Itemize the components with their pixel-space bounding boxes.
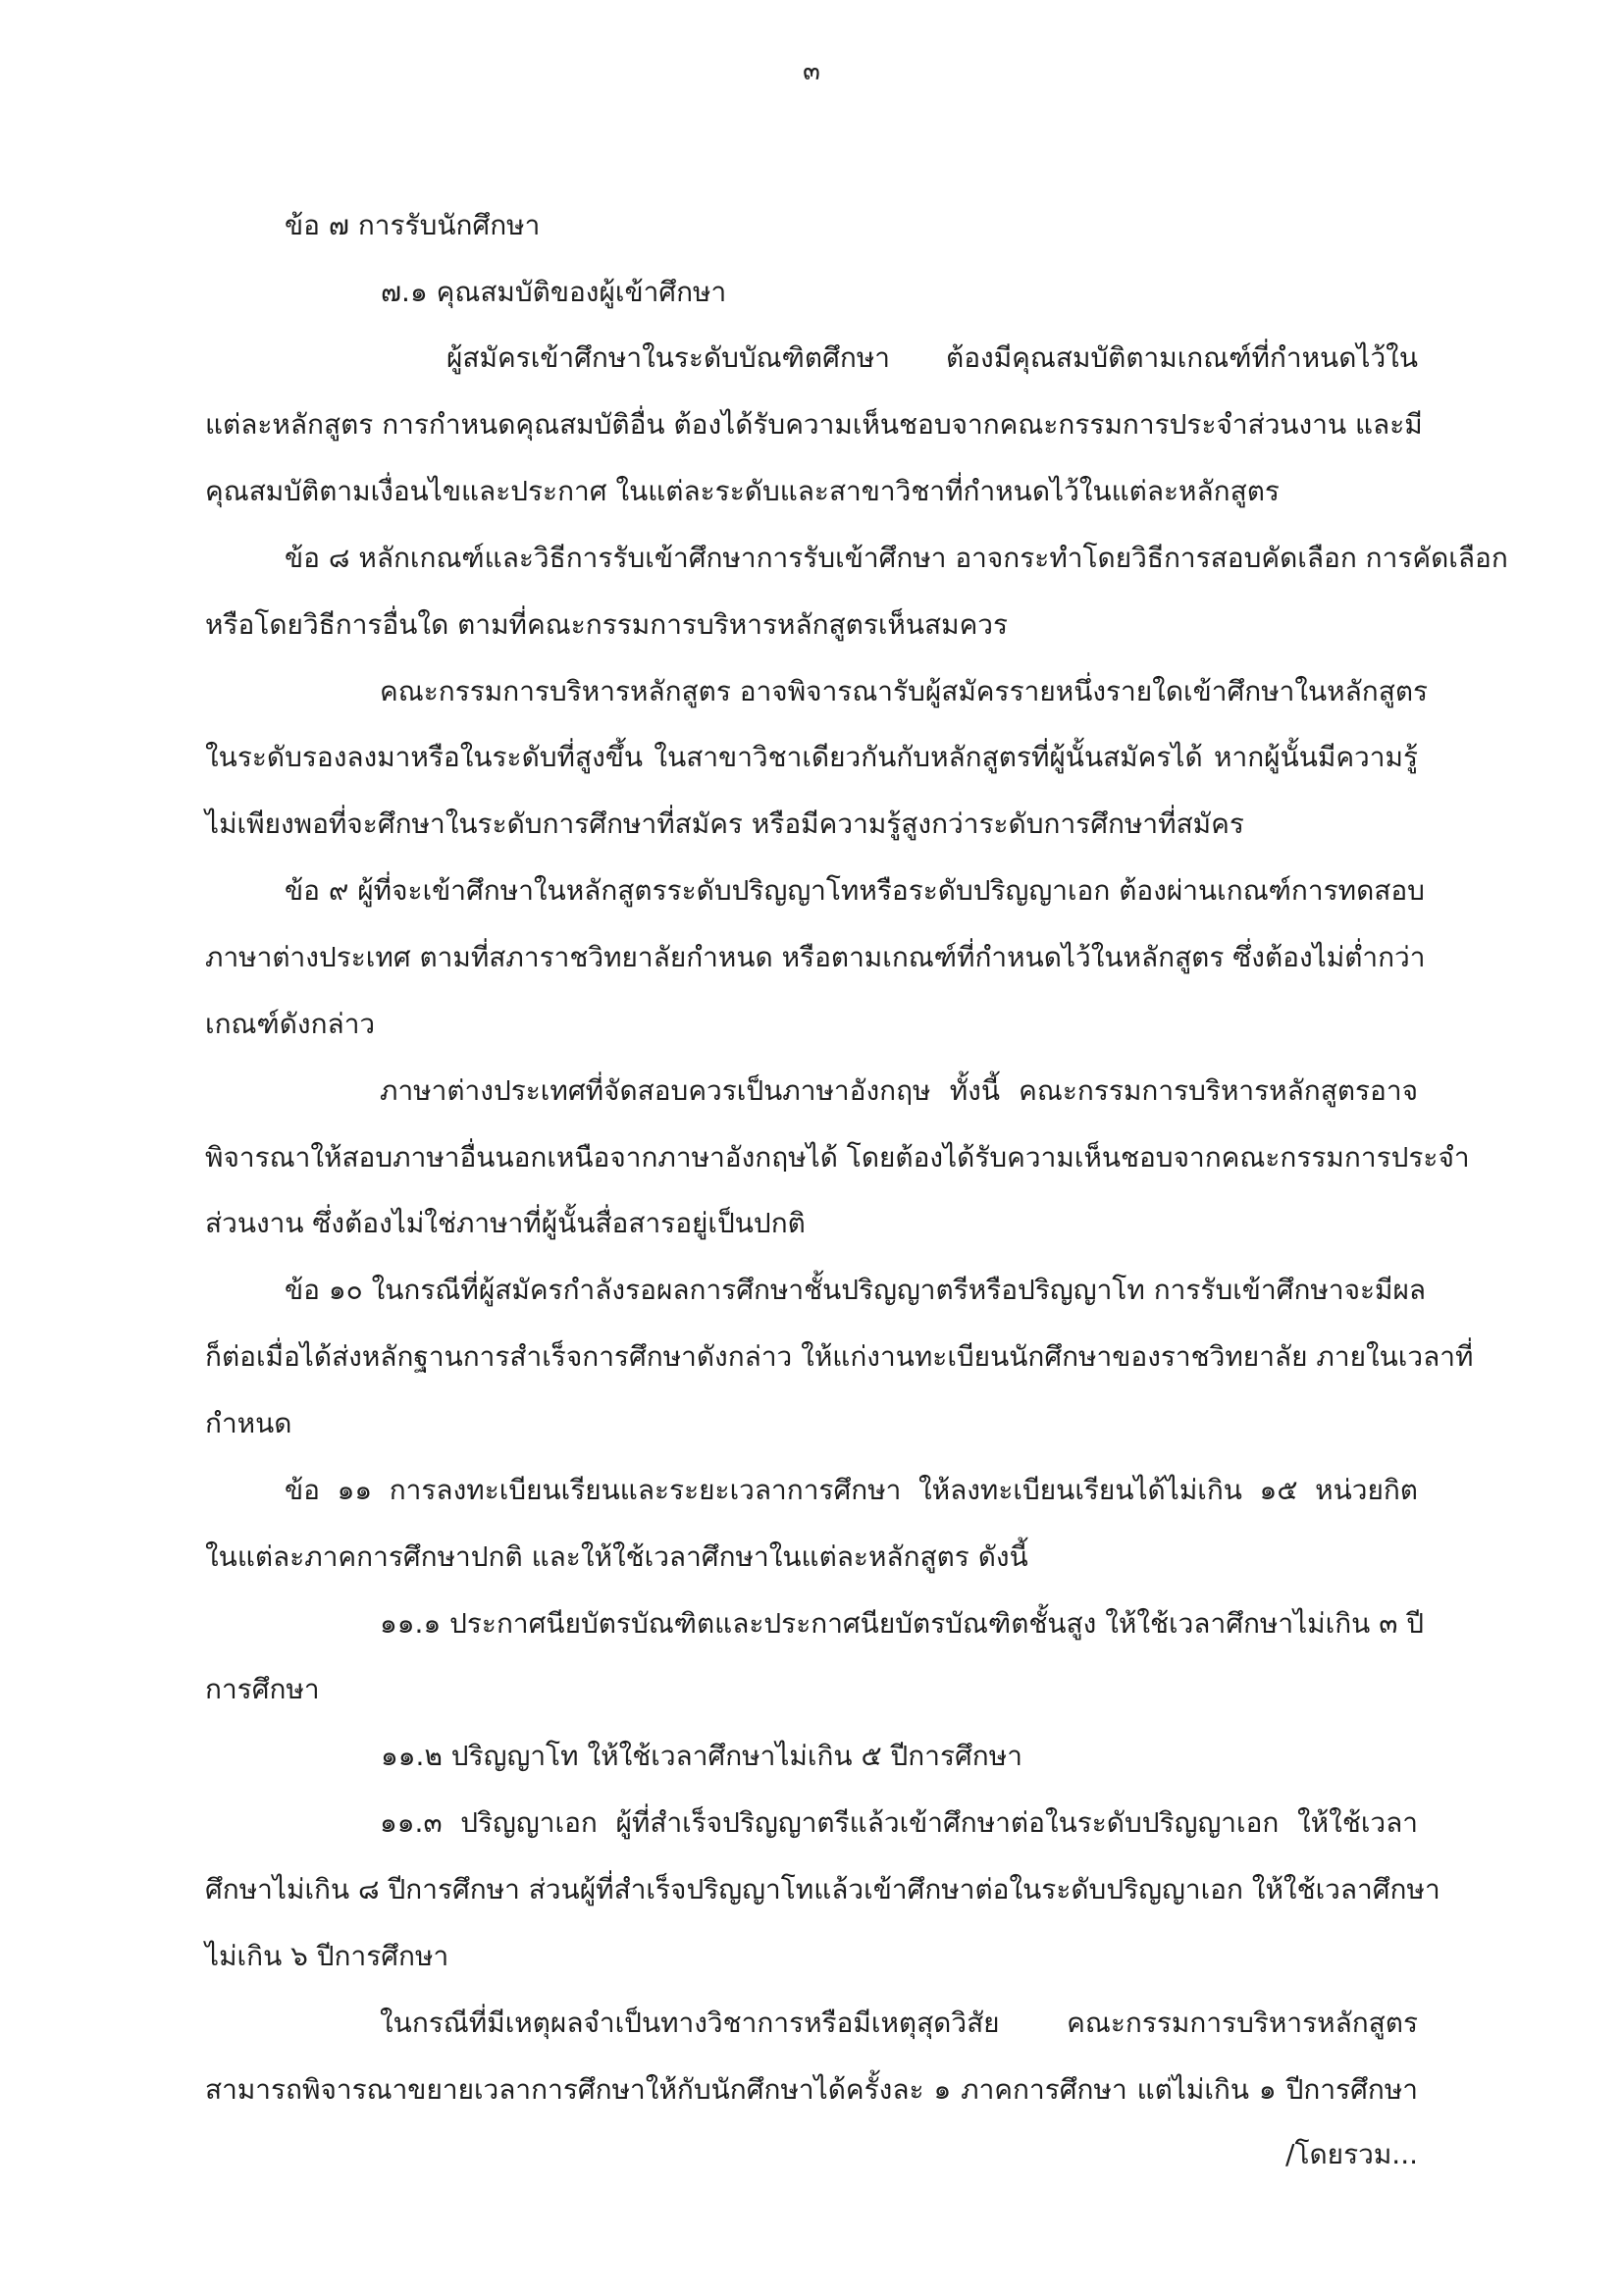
paragraph-line: ในกรณีที่มีเหตุผลจำเป็นทางวิชาการหรือมีเหตุสุดวิสัย คณะกรรมการบริหารหลักสูตร — [380, 2007, 1418, 2039]
paragraph-line: ผู้สมัครเข้าศึกษาในระดับบัณฑิตศึกษา ต้องมีคุณสมบัติตามเกณฑ์ที่กำหนดไว้ใน — [446, 341, 1418, 374]
paragraph-line: แต่ละหลักสูตร การกำหนดคุณสมบัติอื่น ต้องได้รับความเห็นชอบจากคณะกรรมการประจำส่วนงาน และมี — [205, 408, 1423, 441]
paragraph-line: ก็ต่อเมื่อได้ส่งหลักฐานการสำเร็จการศึกษาดังกล่าว ให้แก่งานทะเบียนนักศึกษาของราชวิทยาลัย ภายในเวลาที่ — [205, 1340, 1474, 1373]
continuation-marker: /โดยรวม... — [1285, 2138, 1418, 2170]
paragraph-line: คุณสมบัติตามเงื่อนไขและประกาศ ในแต่ละระดับและสาขาวิชาที่กำหนดไว้ในแต่ละหลักสูตร — [205, 475, 1280, 507]
clause-10-line: ข้อ ๑๐ ในกรณีที่ผู้สมัครกำลังรอผลการศึกษาชั้นปริญญาตรีหรือปริญญาโท การรับเข้าศึกษาจะมีผล — [285, 1274, 1427, 1306]
paragraph-line: ในแต่ละภาคการศึกษาปกติ และให้ใช้เวลาศึกษาในแต่ละหลักสูตร ดังนี้ — [205, 1540, 1028, 1573]
paragraph-line: ภาษาต่างประเทศ ตามที่สภาราชวิทยาลัยกำหนด หรือตามเกณฑ์ที่กำหนดไว้ในหลักสูตร ซึ่งต้องไม่ต่ำกว่า — [205, 941, 1426, 973]
paragraph-line: ไม่เพียงพอที่จะศึกษาในระดับการศึกษาที่สมัคร หรือมีความรู้สูงกว่าระดับการศึกษาที่สมัคร — [205, 808, 1244, 840]
paragraph-line: เกณฑ์ดังกล่าว — [205, 1008, 376, 1040]
clause-11-1-line: ๑๑.๑ ประกาศนียบัตรบัณฑิตและประกาศนียบัตรบัณฑิตชั้นสูง ให้ใช้เวลาศึกษาไม่เกิน ๓ ปี — [380, 1607, 1425, 1640]
paragraph-line: ศึกษาไม่เกิน ๘ ปีการศึกษา ส่วนผู้ที่สำเร็จปริญญาโทแล้วเข้าศึกษาต่อในระดับปริญญาเอก ให้ใช้เวลาศึกษา — [205, 1873, 1440, 1905]
clause-11-2-line: ๑๑.๒ ปริญญาโท ให้ใช้เวลาศึกษาไม่เกิน ๕ ปีการศึกษา — [381, 1740, 1022, 1772]
paragraph-line: ส่วนงาน ซึ่งต้องไม่ใช่ภาษาที่ผู้นั้นสื่อสารอยู่เป็นปกติ — [205, 1207, 806, 1239]
paragraph-line: สามารถพิจารณาขยายเวลาการศึกษาให้กับนักศึกษาได้ครั้งละ ๑ ภาคการศึกษา แต่ไม่เกิน ๑ ปีการศึกษา — [205, 2073, 1418, 2106]
paragraph-line: หรือโดยวิธีการอื่นใด ตามที่คณะกรรมการบริหารหลักสูตรเห็นสมควร — [205, 608, 1009, 641]
clause-7-heading: ข้อ ๗ การรับนักศึกษา — [285, 209, 541, 241]
clause-11-3-line: ๑๑.๓ ปริญญาเอก ผู้ที่สำเร็จปริญญาตรีแล้วเข้าศึกษาต่อในระดับปริญญาเอก ให้ใช้เวลา — [380, 1806, 1418, 1839]
page-number: ๓ — [803, 57, 820, 86]
clause-9-line: ข้อ ๙ ผู้ที่จะเข้าศึกษาในหลักสูตรระดับปริญญาโทหรือระดับปริญญาเอก ต้องผ่านเกณฑ์การทดสอบ — [285, 874, 1425, 907]
paragraph-line: คณะกรรมการบริหารหลักสูตร อาจพิจารณารับผู้สมัครรายหนึ่งรายใดเข้าศึกษาในหลักสูตร — [380, 675, 1429, 707]
paragraph-line: ภาษาต่างประเทศที่จัดสอบควรเป็นภาษาอังกฤษ ทั้งนี้ คณะกรรมการบริหารหลักสูตรอาจ — [380, 1074, 1418, 1107]
paragraph-line: ไม่เกิน ๖ ปีการศึกษา — [205, 1940, 449, 1972]
clause-8-line: ข้อ ๘ หลักเกณฑ์และวิธีการรับเข้าศึกษาการรับเข้าศึกษา อาจกระทำโดยวิธีการสอบคัดเลือก การคัดเลือก — [285, 542, 1508, 574]
paragraph-line: ในระดับรองลงมาหรือในระดับที่สูงขึ้น ในสาขาวิชาเดียวกันกับหลักสูตรที่ผู้นั้นสมัครได้ หากผู้นั้นมีความรู้ — [205, 741, 1418, 773]
paragraph-line: การศึกษา — [205, 1673, 320, 1705]
clause-11-line: ข้อ ๑๑ การลงทะเบียนเรียนและระยะเวลาการศึกษา ให้ลงทะเบียนเรียนได้ไม่เกิน ๑๕ หน่วยกิต — [285, 1474, 1418, 1506]
clause-7-1-heading: ๗.๑ คุณสมบัติของผู้เข้าศึกษา — [381, 276, 727, 308]
paragraph-line: พิจารณาให้สอบภาษาอื่นนอกเหนือจากภาษาอังกฤษได้ โดยต้องได้รับความเห็นชอบจากคณะกรรมการประจำ — [205, 1141, 1470, 1174]
paragraph-line: กำหนด — [205, 1407, 292, 1439]
